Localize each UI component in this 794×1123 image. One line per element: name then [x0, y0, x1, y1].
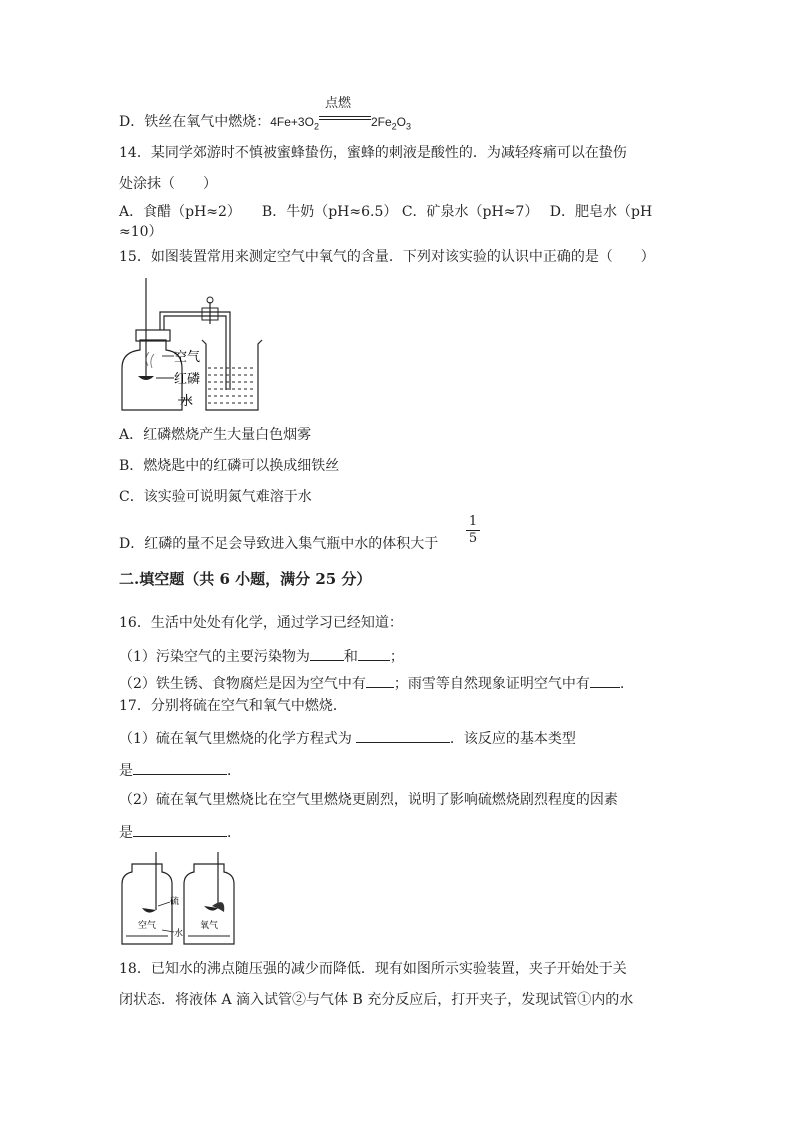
- section-heading: 二.填空题（共 6 小题，满分 25 分）: [119, 570, 372, 588]
- q15-option-d: D．红磷的量不足会导致进入集气瓶中水的体积大于: [119, 536, 439, 552]
- q15-option-c: C．该实验可说明氮气难溶于水: [119, 489, 312, 505]
- q17-stem: 17．分别将硫在空气和氧气中燃烧．: [119, 698, 347, 714]
- q17-label-air: 空气: [138, 921, 157, 931]
- q15-label-water: 水: [180, 394, 194, 409]
- q14-stem-line2: 处涂抹（ ）: [119, 176, 217, 192]
- q13d-reaction-arrow: [319, 95, 371, 126]
- q13d-rhs-sub1: 2: [391, 121, 397, 132]
- q17-jars-figure: [118, 850, 248, 950]
- q17-label-sulfur: 硫: [170, 897, 180, 907]
- q16-p2-text-c: .: [619, 676, 625, 692]
- q13d-lhs: 4Fe+3O: [270, 115, 314, 129]
- q15-stem: 15．如图装置常用来测定空气中氧气的含量．下列对该实验的认识中正确的是（ ）: [119, 249, 655, 265]
- q14-options-line2: ≈10）: [119, 224, 163, 240]
- q17-part1-cont: [119, 760, 241, 780]
- q17-p1-text-c: 是: [119, 763, 133, 779]
- q16-blank-1[interactable]: [310, 646, 344, 661]
- q17-part2-cont: [119, 822, 241, 842]
- q16-p2-text-a: （2）铁生锈、食物腐烂是因为空气中有: [119, 676, 366, 692]
- q17-blank-2[interactable]: [133, 760, 227, 775]
- q15-option-b: B．燃烧匙中的红磷可以换成细铁丝: [119, 458, 340, 474]
- q15-label-phosphorus: 红磷: [174, 372, 201, 387]
- q15-label-air: 空气: [174, 350, 201, 365]
- q16-part1: [119, 646, 404, 666]
- q13d-equation: [270, 95, 412, 132]
- q13d-rhs: 2Fe: [370, 115, 392, 129]
- q17-label-water: 水: [174, 929, 184, 939]
- q16-blank-3[interactable]: [366, 673, 394, 688]
- q16-p1-text-a: （1）污染空气的主要污染物为: [119, 649, 310, 665]
- q17-part1: [119, 728, 576, 748]
- q18-stem-line2: 闭状态．将液体 A 滴入试管②与气体 B 充分反应后，打开夹子，发现试管①内的水: [119, 992, 634, 1008]
- q14-options-line1: A．食醋（pH≈2） B．牛奶（pH≈6.5） C．矿泉水（pH≈7） D．肥皂水（pH: [119, 204, 653, 220]
- q17-label-oxygen: 氧气: [200, 921, 219, 931]
- q13d-lhs-sub: 2: [313, 121, 319, 132]
- q17-p1-text-a: （1）硫在氧气里燃烧的化学方程式为: [119, 731, 352, 747]
- q17-p2-text-d: ．: [227, 825, 241, 841]
- q14-stem-line1: 14．某同学郊游时不慎被蜜蜂蛰伤，蜜蜂的刺液是酸性的．为减轻疼痛可以在蛰伤: [119, 145, 627, 161]
- q16-p2-text-b: ；雨雪等自然现象证明空气中有: [393, 676, 590, 692]
- q15-apparatus-figure: [118, 278, 268, 413]
- q15-frac-num: 1: [466, 514, 480, 531]
- q15-frac-den: 5: [468, 531, 478, 546]
- q17-part2: （2）硫在氧气里燃烧比在空气里燃烧更剧烈，说明了影响硫燃烧剧烈程度的因素: [119, 792, 618, 808]
- q13d-rhs-sub2: 3: [406, 121, 412, 132]
- q16-p1-text-c: ；: [389, 649, 404, 665]
- q15-fraction: [466, 514, 480, 547]
- q16-blank-4[interactable]: [590, 673, 620, 688]
- q13-option-d: [119, 95, 412, 135]
- q13d-condition: 点燃: [324, 95, 351, 110]
- q16-stem: 16．生活中处处有化学，通过学习已经知道：: [119, 615, 403, 631]
- q18-stem-line1: 18．已知水的沸点随压强的减少而降低．现有如图所示实验装置，夹子开始处于关: [119, 961, 627, 977]
- q13d-rhs-o: O: [396, 115, 406, 129]
- q17-blank-1[interactable]: [356, 728, 450, 743]
- q16-p1-text-b: 和: [343, 649, 358, 665]
- q15-option-a: A．红磷燃烧产生大量白色烟雾: [119, 427, 312, 443]
- q17-p2-text-c: 是: [119, 825, 133, 841]
- q13d-prefix: D．铁丝在氧气中燃烧：: [119, 114, 271, 130]
- q17-blank-3[interactable]: [133, 822, 227, 837]
- q16-part2: [119, 673, 624, 693]
- q17-p1-text-b: ．该反应的基本类型: [449, 731, 576, 747]
- q16-blank-2[interactable]: [358, 646, 390, 661]
- q17-p1-text-d: ．: [227, 763, 241, 779]
